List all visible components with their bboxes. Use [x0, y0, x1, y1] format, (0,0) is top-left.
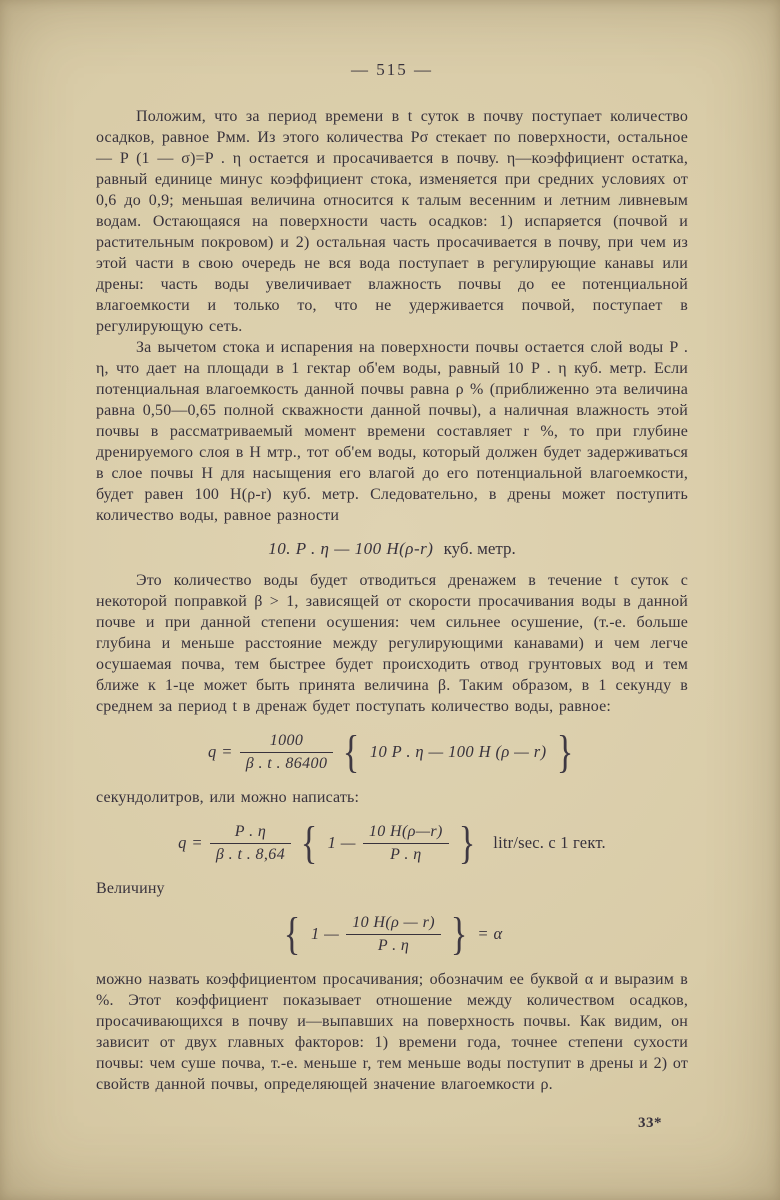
formula-q2-pre: 1 —	[327, 833, 356, 852]
formula-q2-units: litr/sec. с 1 гект.	[493, 833, 606, 852]
formula-water-difference-body: 10. P . η — 100 H(ρ-r)	[268, 539, 434, 558]
formula-q-secondliters	[96, 726, 688, 777]
paragraph-infiltration-coefficient: можно назвать коэффициентом просачивания; обозначим ее буквой α и выразим в %. Этот коэффициент показывает отношение между количеством осадков, просачивающихся в почву и—выпавших на поверхность почвы. Как видим, он зависит от двух главных факторов: 1) времени года, точнее степени сухости почвы: чем суше почва, т.-е. меньше r, тем меньше воды поступит в дрены и 2) от свойств данной почвы, определяющей значение влагоемкости ρ.	[96, 971, 688, 1093]
fraction-numerator: P . η	[210, 823, 291, 844]
fraction-peta-over-bt864	[210, 823, 291, 864]
fraction-denominator: P . η	[377, 936, 410, 954]
formula-q-litr-per-sec	[96, 817, 688, 868]
fraction-denominator: β . t . 8,64	[215, 845, 286, 863]
fraction-10h-over-peta	[346, 914, 441, 955]
fraction-numerator: 10 H(ρ — r)	[346, 914, 441, 935]
paragraph-water-layer: За вычетом стока и испарения на поверхности почвы остается слой воды P . η, что дает на площади в 1 гектар об'ем воды, равный 10 P . η куб. метр. Если потенциальная влагоемкость данной почвы равна ρ % (приближенно эта величина равна 0,50—0,65 полной скважности данной почвы), а наличная влажность этой почвы в рассматриваемый момент времени составляет r %, то при глубине дренируемого слоя в H мтр., тот об'ем воды, который должен будет задерживаться в слое почвы H для насыщения его влагой до его потенциальной влагоемкости, будет равен 100 H(ρ-r) куб. метр. Следовательно, в дрены может поступить количество воды, равное разности	[96, 339, 688, 524]
close-brace: }	[450, 908, 468, 959]
formula-alpha-rhs: = α	[477, 924, 503, 943]
text-velichinu: Величину	[96, 880, 165, 897]
formula-q-lhs: q =	[208, 742, 233, 761]
formula-water-difference	[96, 539, 688, 559]
open-brace: {	[300, 817, 318, 868]
formula-alpha-definition	[96, 908, 688, 959]
text-secondliters: секундолитров, или можно написать:	[96, 789, 360, 806]
page-content	[96, 60, 688, 1095]
formula-water-difference-units: куб. метр.	[443, 539, 516, 558]
fraction-denominator: P . η	[390, 845, 422, 863]
formula-q-body: 10 P . η — 100 H (ρ — r)	[369, 742, 547, 761]
paragraph-precipitation: Положим, что за период времени в t суток в почву поступает количество осадков, равное Pмм. Из этого количества Pσ стекает по поверхности, остальное — P (1 — σ)=P . η остается и просачивается в почву. η—коэффициент остатка, равный единице минус коэффициент стока, изменяется при средних условиях от 0,6 до 0,9; меньшая величина относится к талым весенним и летним ливневым водам. Остающаяся на поверхности часть осадков: 1) испаряется (почвой и растительным покровом) и 2) остальная часть просачивается в почву, при чем из этой части в свою очередь не вся вода поступает в регулирующие канавы или дрены: часть воды увеличивает влажность почвы до ее потенциальной влагоемкости и только то, что не удерживается почвой, поступает в регулирующую сеть.	[96, 108, 688, 335]
fraction-numerator: 10 H(ρ—r)	[363, 823, 449, 844]
signature-mark: 33*	[638, 1115, 662, 1131]
open-brace: {	[284, 908, 302, 959]
paragraph-drainage-time: Это количество воды будет отводиться дренажем в течение t суток с некоторой поправкой β > 1, зависящей от скорости просачивания воды в данной почве и при данной степени осушения: чем сильнее осушение, (т.-е. больше глубина и меньше расстояние между регулирующими канавами) и чем легче осушаемая почва, тем быстрее будет происходить отвод грунтовых вод и тем ближе к 1-це может быть принята величина β. Таким образом, в 1 секунду в среднем за период t в дренаж будет поступать количество воды, равное:	[96, 572, 688, 715]
fraction-1000-over-bt86400	[240, 732, 334, 773]
page-number: — 515 —	[351, 60, 433, 79]
close-brace: }	[556, 726, 574, 777]
open-brace: {	[343, 726, 361, 777]
fraction-numerator: 1000	[240, 732, 334, 753]
fraction-denominator: β . t . 86400	[245, 754, 328, 772]
fraction-10h-over-peta	[363, 823, 449, 864]
formula-q2-lhs: q =	[178, 833, 203, 852]
close-brace: }	[458, 817, 476, 868]
formula-alpha-pre: 1 —	[310, 924, 340, 943]
